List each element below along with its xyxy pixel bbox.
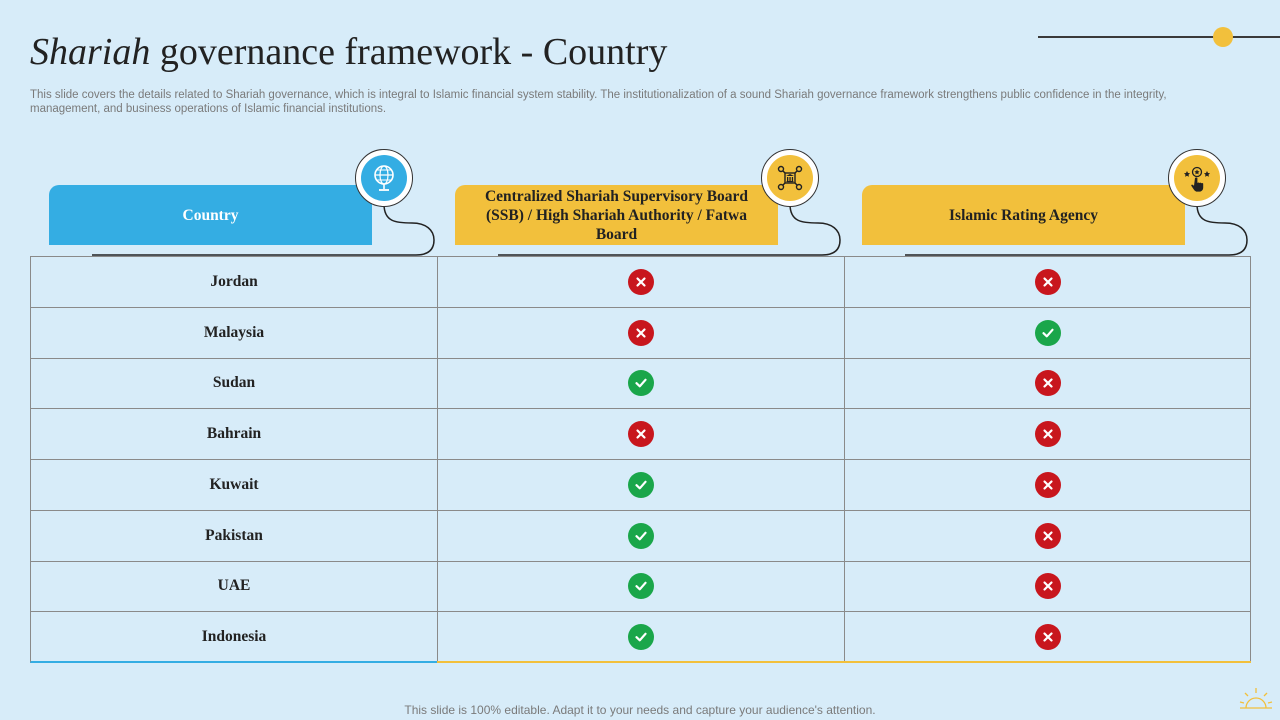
ssb-cell [437,460,844,510]
column-header-country: Country [49,185,372,245]
table-row [30,612,1251,663]
rating-cell [844,257,1251,307]
country-cell [30,409,437,459]
country-name: Jordan [210,272,258,290]
table-row [30,460,1251,511]
check-icon [628,523,654,549]
ssb-cell [437,562,844,612]
bank-network-icon [776,164,804,192]
country-cell [30,612,437,663]
ssb-cell [437,612,844,661]
column-header-ssb: Centralized Shariah Supervisory Board (SSB) / High Shariah Authority / Fatwa Board [455,185,778,245]
bank-badge [761,149,819,207]
check-icon [1035,320,1061,346]
cross-icon [628,320,654,346]
country-cell [30,511,437,561]
country-name: Sudan [212,374,256,392]
cross-icon [1035,421,1061,447]
rating-cell [844,359,1251,409]
table-row [30,562,1251,613]
country-cell [30,308,437,358]
cross-icon [1035,370,1061,396]
country-cell [30,257,437,307]
footer-note: This slide is 100% editable. Adapt it to your needs and capture your audience's attention. [404,703,876,717]
cross-icon [1035,269,1061,295]
country-name: Pakistan [205,526,263,544]
ssb-cell [437,257,844,307]
rating-cell [844,562,1251,612]
rating-stars-hand-icon [1182,163,1212,193]
cross-icon [1035,624,1061,650]
country-name: Malaysia [203,323,265,341]
check-icon [628,370,654,396]
country-name: UAE [217,577,251,595]
country-name: Indonesia [201,627,267,645]
country-cell [30,562,437,612]
cross-icon [628,269,654,295]
ssb-cell [437,359,844,409]
cross-icon [1035,472,1061,498]
title-rest: governance framework - Country [150,31,668,73]
ssb-cell [437,511,844,561]
check-icon [628,573,654,599]
title-italic: Shariah [30,31,151,73]
ssb-cell [437,308,844,358]
table-row [30,511,1251,562]
rating-cell [844,308,1251,358]
rating-cell [844,409,1251,459]
check-icon [628,624,654,650]
country-cell [30,460,437,510]
check-icon [628,472,654,498]
cross-icon [628,421,654,447]
rating-cell [844,460,1251,510]
country-name: Kuwait [209,475,259,493]
comparison-table [30,256,1251,663]
sun-outline-icon [1236,682,1276,712]
header-connector-curves [0,0,1280,260]
column-header-rating-agency: Islamic Rating Agency [862,185,1185,245]
table-row [30,359,1251,410]
table-row [30,308,1251,359]
page-subtitle: This slide covers the details related to Shariah governance, which is integral to Islamic financial system stability. The institutionalization of a sound Shariah governance framework strengthens public confidence in the integrity, management, and business operations of Islamic financial institutions. [30,89,1167,115]
rating-cell [844,511,1251,561]
globe-icon [371,163,397,193]
country-name: Bahrain [206,425,262,443]
rating-cell [844,612,1251,661]
rating-badge [1168,149,1226,207]
cross-icon [1035,523,1061,549]
cross-icon [1035,573,1061,599]
ssb-cell [437,409,844,459]
table-row [30,257,1251,308]
globe-badge [355,149,413,207]
table-row [30,409,1251,460]
country-cell [30,359,437,409]
